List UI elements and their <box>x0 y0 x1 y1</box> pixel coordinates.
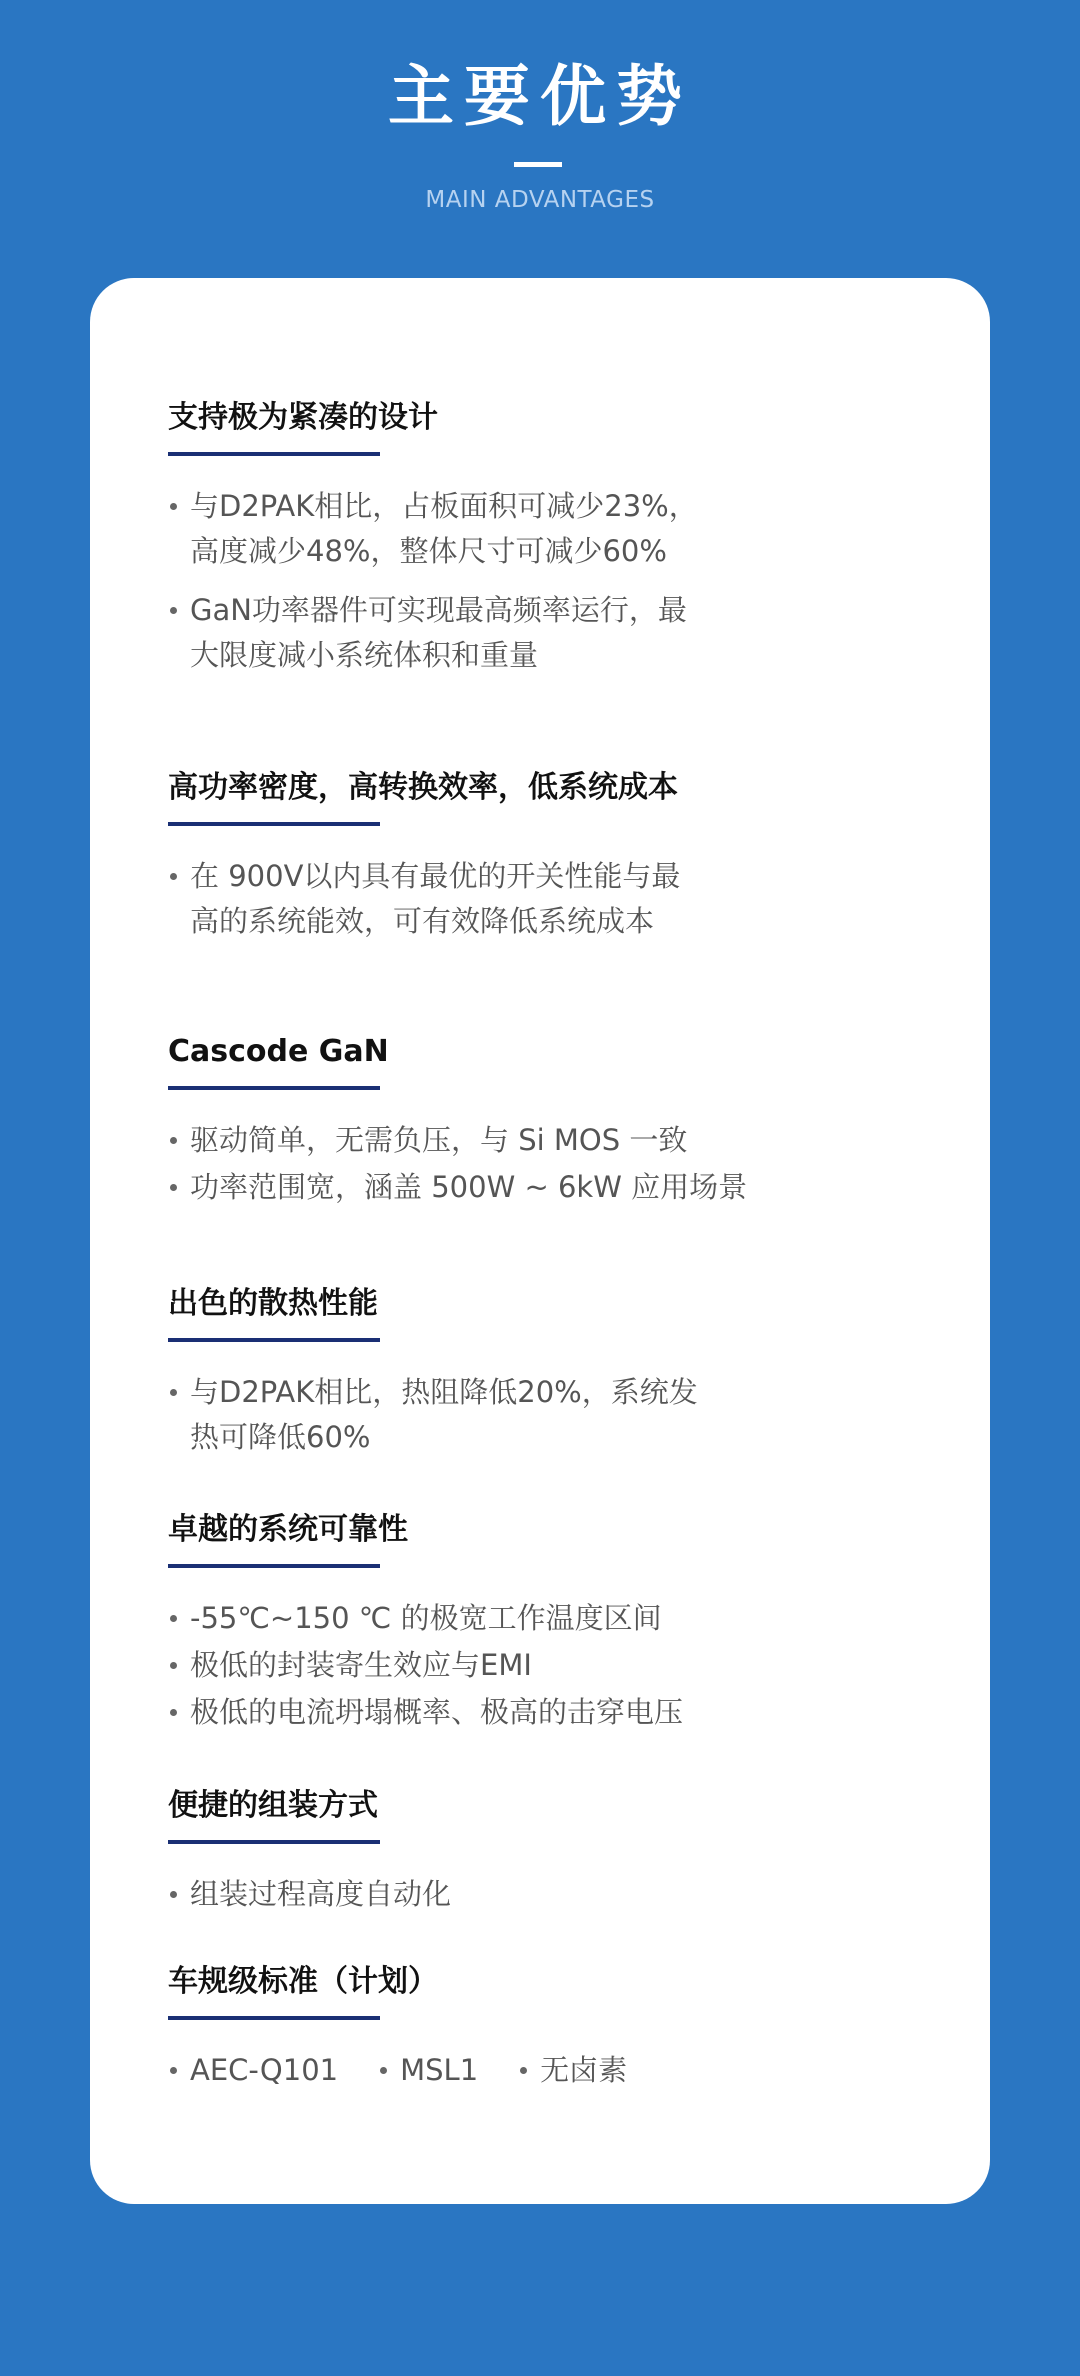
section-underline <box>168 1338 380 1342</box>
bullet-item: AEC-Q101 <box>168 2048 338 2093</box>
page-subtitle: MAIN ADVANTAGES <box>425 187 655 213</box>
bullet-list <box>168 484 708 678</box>
bullet-list <box>168 1118 868 1210</box>
bullet-item: GaN功率器件可实现最高频率运行，最大限度减小系统体积和重量 <box>168 588 708 678</box>
section-title: 高功率密度，高转换效率，低系统成本 <box>168 770 678 805</box>
section-title: 支持极为紧凑的设计 <box>168 400 438 435</box>
bullet-item: MSL1 <box>378 2048 478 2093</box>
bullet-item: 极低的封装寄生效应与EMI <box>168 1643 868 1688</box>
bullet-item: 功率范围宽，涵盖 500W ~ 6kW 应用场景 <box>168 1165 868 1210</box>
title-divider <box>514 162 562 167</box>
section-underline <box>168 822 380 826</box>
section-title: 车规级标准（计划） <box>168 1964 438 1999</box>
section-power-density <box>168 766 868 958</box>
section-underline <box>168 1840 380 1844</box>
section-underline <box>168 2016 380 2020</box>
bullet-item: 与D2PAK相比，热阻降低20%，系统发热可降低60% <box>168 1370 698 1460</box>
bullet-item: 无卤素 <box>518 2048 627 2093</box>
section-assembly <box>168 1784 868 1931</box>
section-reliability <box>168 1508 868 1737</box>
bullet-list <box>168 854 708 944</box>
section-underline <box>168 452 380 456</box>
bullet-item: -55℃~150 ℃ 的极宽工作温度区间 <box>168 1596 868 1641</box>
section-title: 便捷的组装方式 <box>168 1788 378 1823</box>
page-title: 主要优势 <box>388 58 692 135</box>
section-cascode-gan <box>168 1030 868 1212</box>
section-title: Cascode GaN <box>168 1034 389 1069</box>
bullet-item: 与D2PAK相比，占板面积可减少23%，高度减少48%，整体尺寸可减少60% <box>168 484 708 574</box>
bullet-list <box>168 1872 868 1917</box>
bullet-list <box>168 2048 868 2107</box>
section-underline <box>168 1564 380 1568</box>
section-automotive-standard <box>168 1960 868 2107</box>
bullet-list <box>168 1596 868 1735</box>
section-thermal <box>168 1282 868 1474</box>
bullet-item: 在 900V以内具有最优的开关性能与最高的系统能效，可有效降低系统成本 <box>168 854 708 944</box>
bullet-list <box>168 1370 698 1460</box>
section-underline <box>168 1086 380 1090</box>
bullet-item: 极低的电流坍塌概率、极高的击穿电压 <box>168 1690 868 1735</box>
bullet-item: 组装过程高度自动化 <box>168 1872 868 1917</box>
section-compact-design <box>168 396 868 692</box>
section-title: 出色的散热性能 <box>168 1286 378 1321</box>
bullet-item: 驱动简单，无需负压，与 Si MOS 一致 <box>168 1118 868 1163</box>
section-title: 卓越的系统可靠性 <box>168 1512 408 1547</box>
